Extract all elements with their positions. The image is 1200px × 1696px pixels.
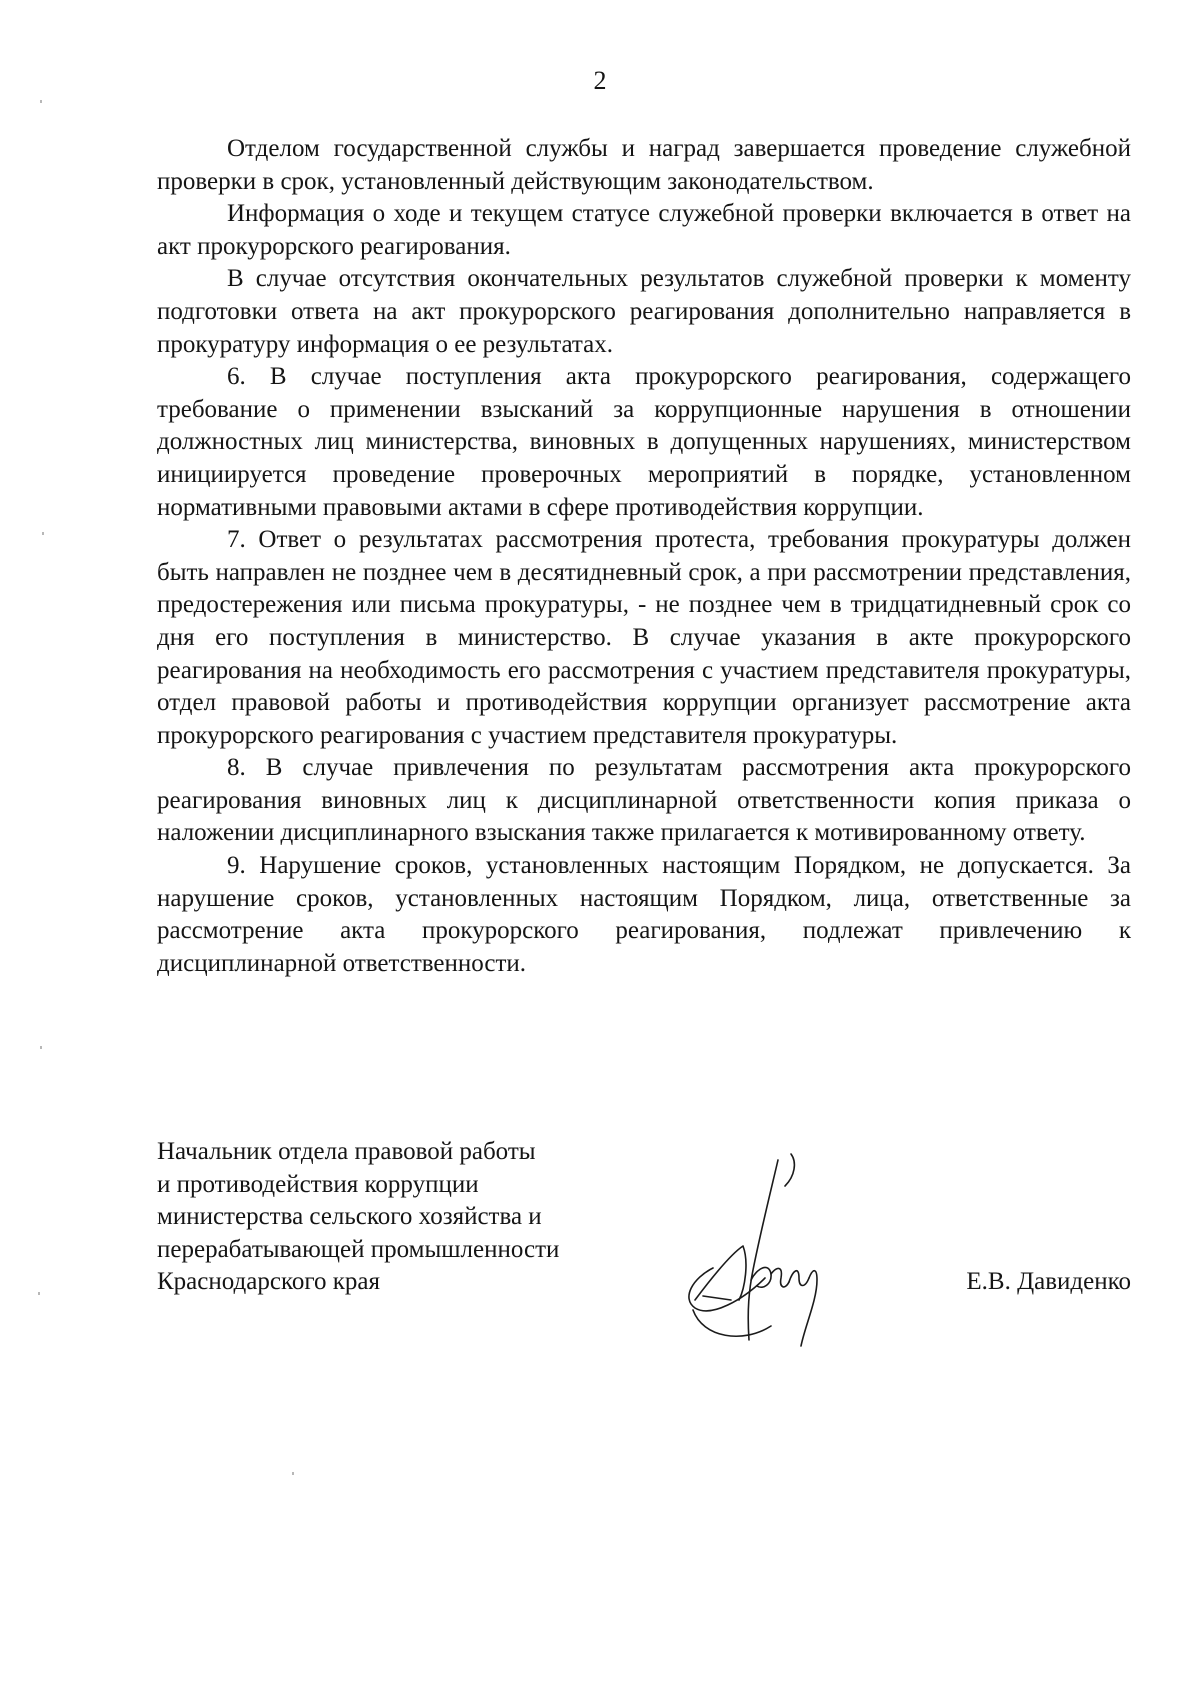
scan-speck: [42, 532, 44, 535]
scan-speck: [38, 1292, 40, 1295]
signer-position-line: перерабатывающей промышленности: [157, 1235, 560, 1263]
scan-speck: [40, 1046, 42, 1049]
signature-block: [157, 1136, 1131, 1396]
paragraph-item-7: 7. Ответ о результатах рассмотрения протеста, требования прокуратуры должен быть направлен не позднее чем в десятидневный срок, а при рассмотрении представления, предостережения или письма прокуратуры, - не позднее чем в тридцатидневный срок со дня его поступления в министерство. В случае указания в акте прокурорского реагирования на необходимость его рассмотрения с участием представителя прокуратуры, отдел правовой работы и противодействия коррупции организует рассмотрение акта прокурорского реагирования с участием представителя прокуратуры.: [157, 526, 1131, 749]
page-number: 2: [593, 66, 607, 95]
signer-position-line: министерства сельского хозяйства и: [157, 1203, 542, 1231]
signer-position-line: Начальник отдела правовой работы: [157, 1138, 536, 1165]
handwritten-signature-icon: [673, 1150, 853, 1350]
signer-position-line: Краснодарского края: [157, 1268, 380, 1296]
paragraph-item-9: 9. Нарушение сроков, установленных настоящим Порядком, не допускается. За нарушение сроков, установленных настоящим Порядком, лица, ответственные за рассмотрение акта прокурорского реагирования, подлежат привлечению к дисциплинарной ответственности.: [157, 852, 1131, 977]
signer-position-line: и противодействия коррупции: [157, 1170, 479, 1198]
paragraph-service-check-completion: Отделом государственной службы и наград завершается проведение служебной проверки в срок, установленный действующим законодательством.: [157, 135, 1131, 195]
scan-speck: [292, 1472, 294, 1475]
signer-position: [157, 1136, 559, 1299]
paragraph-item-6: 6. В случае поступления акта прокурорского реагирования, содержащего требование о применении взысканий за коррупционные нарушения в отношении должностных лиц министерства, виновных в допущенных нарушениях, министерством инициируется проведение проверочных мероприятий в порядке, установленном нормативными правовыми актами в сфере противодействия коррупции.: [157, 363, 1131, 521]
paragraph-final-results: В случае отсутствия окончательных результатов служебной проверки к моменту подготовки ответа на акт прокурорского реагирования дополнительно направляется в прокуратуру информация о ее результатах.: [157, 265, 1131, 358]
document-body: [157, 133, 1131, 980]
signer-name: Е.В. Давиденко: [966, 1268, 1131, 1295]
paragraph-check-status-info: Информация о ходе и текущем статусе служебной проверки включается в ответ на акт прокурорского реагирования.: [157, 200, 1131, 260]
scan-speck: [40, 100, 42, 103]
paragraph-item-8: 8. В случае привлечения по результатам рассмотрения акта прокурорского реагирования виновных лиц к дисциплинарной ответственности копия приказа о наложении дисциплинарного взыскания также прилагается к мотивированному ответу.: [157, 754, 1131, 847]
